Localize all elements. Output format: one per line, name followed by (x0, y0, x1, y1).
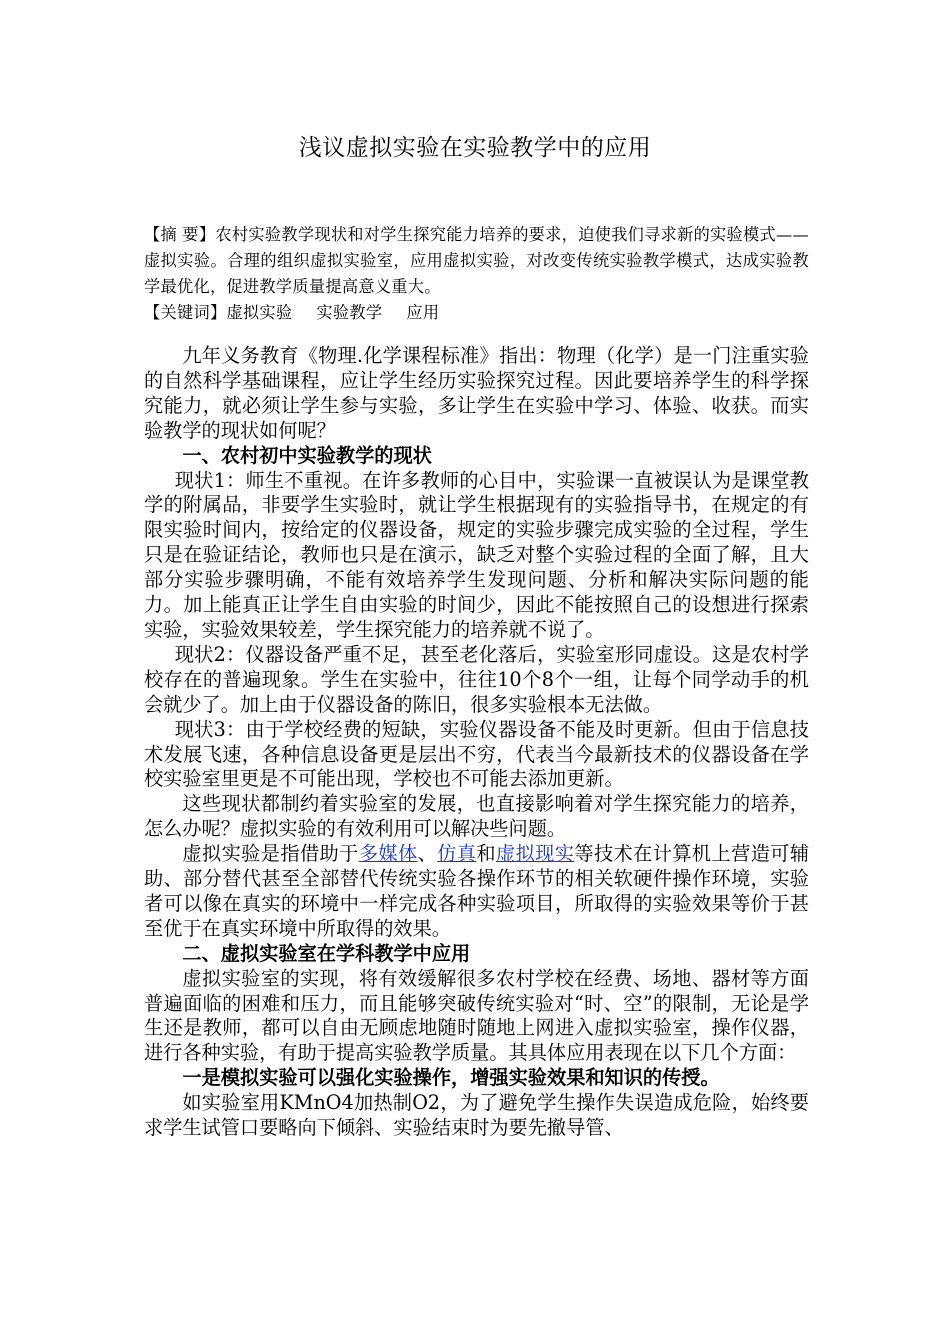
document-title: 浅议虚拟实验在实验教学中的应用 (298, 135, 652, 161)
status-2-paragraph: 现状2：仪器设备严重不足，甚至老化落后，实验室形同虚设。这是农村学校存在的普遍现象。学生在实验中，往往10个8个一组，让每个同学动手的机会就少了。加上由于仪器设备的陈旧，很多实验根本无法做。 (144, 642, 809, 716)
multimedia-link[interactable]: 多媒体 (358, 842, 418, 866)
status-1-paragraph: 现状1：师生不重视。在许多教师的心目中，实验课一直被误认为是课堂教学的附属品，非要学生实验时，就让学生根据现有的实验指导书，在规定的有限实验时间内，按给定的仪器设备，规定的实验步骤完成实验的全过程，学生只是在验证结论，教师也只是在演示，缺乏对整个实验过程的全面了解，且大部分实验步骤明确，不能有效培养学生发现问题、分析和解决实际问题的能力。加上能真正让学生自由实验的时间少，因此不能按照自己的设想进行探索实验，实验效果较差，学生探究能力的培养就不说了。 (144, 468, 809, 641)
body-text (144, 344, 809, 1141)
point-1-heading: 一是模拟实验可以强化实验操作，增强实验效果和知识的传授。 (182, 1066, 720, 1090)
abstract-section (144, 222, 809, 326)
abstract-label: 【摘 要】 (144, 225, 216, 244)
simulation-link[interactable]: 仿真 (437, 842, 477, 866)
intro-paragraph: 九年义务教育《物理.化学课程标准》指出：物理（化学）是一门注重实验的自然科学基础课程，应让学生经历实验探究过程。因此要培养学生的科学探究能力，就必须让学生参与实验，多让学生在实验中学习、体验、收获。而实验教学的现状如何呢？ (144, 344, 809, 442)
section-heading-1: 一、农村初中实验教学的现状 (182, 443, 432, 467)
status-3-paragraph: 现状3：由于学校经费的短缺，实验仪器设备不能及时更新。但由于信息技术发展飞速，各种信息设备更是层出不穷，代表当今最新技术的仪器设备在学校实验室里更是不可能出现，学校也不可能去添加更新。 (144, 717, 809, 791)
virtual-experiment-paragraph (144, 842, 809, 942)
separator-text: 和 (476, 842, 496, 866)
abstract-text: 农村实验教学现状和对学生探究能力培养的要求，迫使我们寻求新的实验模式——虚拟实验。合理的组织虚拟实验室，应用虚拟实验，对改变传统实验教学模式，达成实验教学最优化，促进教学质量提高意义重大。 (144, 225, 809, 296)
virtual-reality-link[interactable]: 虚拟现实 (495, 842, 575, 866)
virtual-lab-paragraph: 虚拟实验室的实现，将有效缓解很多农村学校在经费、场地、器材等方面普遍面临的困难和压力，而且能够突破传统实验对“时、空”的限制，无论是学生还是教师，都可以自由无顾虑地随时随地上网进入虚拟实验室，操作仪器，进行各种实验，有助于提高实验教学质量。其具体应用表现在以下几个方面： (144, 966, 809, 1065)
example-paragraph: 如实验室用KMnO4加热制O2，为了避免学生操作失误造成危险，始终要求学生试管口要略向下倾斜、实验结束时为要先撤导管、 (144, 1091, 809, 1140)
impact-paragraph: 这些现状都制约着实验室的发展，也直接影响着对学生探究能力的培养，怎么办呢？虚拟实验的有效利用可以解决些问题。 (144, 792, 809, 841)
keyword-item: 应用 (406, 303, 440, 322)
keyword-item: 实验教学 (316, 303, 383, 322)
virtual-text-pre: 虚拟实验是指借助于 (182, 842, 359, 866)
keywords-line (144, 300, 809, 326)
keyword-item: 虚拟实验 (226, 303, 293, 322)
section-heading-2: 二、虚拟实验室在学科教学中应用 (182, 941, 471, 965)
virtual-text-post: 等技术在计算机上营造可辅助、部分替代甚至全部替代传统实验各操作环节的相关软硬件操作环境，实验者可以像在真实的环境中一样完成各种实验项目，所取得的实验效果等价于甚至优于在真实环境中所取得的效果。 (144, 842, 810, 940)
separator-text: 、 (417, 842, 438, 866)
abstract-paragraph (144, 222, 809, 300)
keywords-label: 【关键词】 (144, 303, 227, 322)
